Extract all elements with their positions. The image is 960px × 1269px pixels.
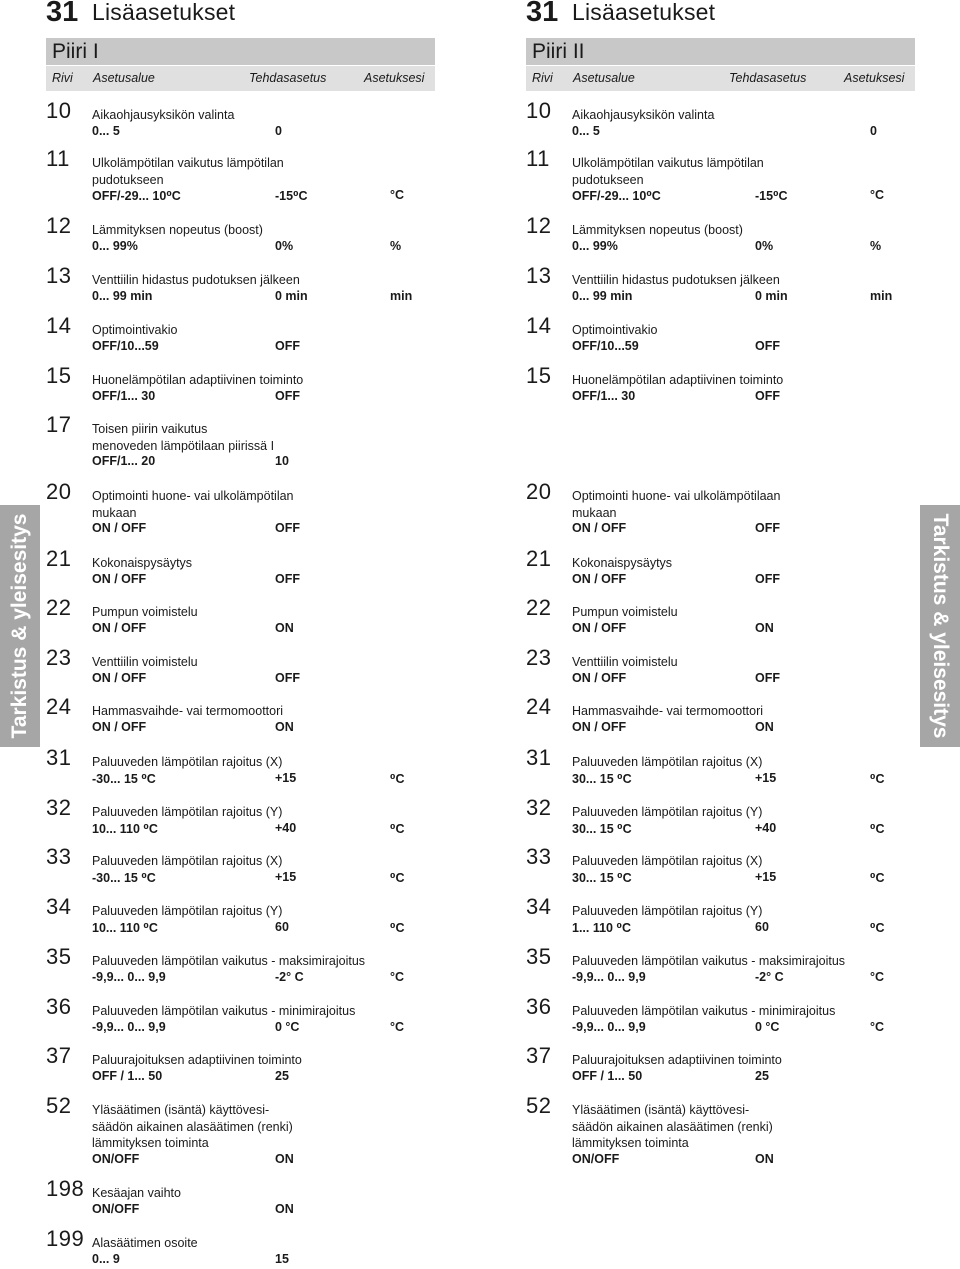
setting-description	[572, 1102, 773, 1152]
factory-setting: ON	[755, 620, 774, 635]
setting-description	[92, 1052, 302, 1069]
setting-range: OFF / 1... 50	[92, 1068, 163, 1083]
section-heading: Lisäasetukset	[92, 0, 236, 25]
your-setting-unit: ⁰C	[870, 920, 885, 935]
description-line: Paluuveden lämpötilan rajoitus (X)	[92, 854, 283, 868]
row-number: 24	[46, 694, 72, 719]
factory-setting: 60	[755, 919, 769, 934]
row-number: 32	[46, 795, 72, 820]
factory-setting: 10	[275, 454, 289, 468]
description-line: Paluuveden lämpötilan rajoitus (X)	[572, 854, 763, 868]
row-number: 21	[526, 546, 552, 571]
setting-range: -9,9... 0... 9,9	[572, 1019, 646, 1034]
setting-range: -30... 15 ⁰C	[92, 771, 156, 786]
description-line: Paluuveden lämpötilan vaikutus - minimirajoitus	[572, 1004, 836, 1018]
setting-description	[92, 703, 283, 720]
description-line: lämmityksen toiminta	[92, 1136, 209, 1150]
setting-values	[92, 521, 432, 538]
description-line: Optimointi huone- vai ulkolämpötilaan	[572, 489, 781, 503]
description-line: pudotukseen	[92, 172, 164, 187]
row-number: 35	[46, 944, 72, 969]
setting-values	[572, 621, 912, 638]
row-number: 14	[46, 313, 72, 338]
setting-values	[92, 572, 432, 589]
factory-setting: OFF	[275, 670, 300, 685]
description-line: Kesäajan vaihto	[92, 1186, 181, 1200]
header-asetusalue: Asetusalue	[573, 71, 635, 85]
description-line: Venttiilin hidastus pudotuksen jälkeen	[572, 273, 780, 287]
factory-setting: OFF	[755, 670, 780, 685]
setting-range: OFF/-29... 10⁰C	[92, 189, 181, 203]
your-setting-unit: °C	[390, 969, 405, 984]
circuit-label: Piiri II	[526, 38, 915, 65]
setting-description	[92, 421, 274, 454]
setting-range: ON / OFF	[92, 521, 147, 535]
setting-range: OFF/1... 30	[92, 388, 156, 403]
description-line: Paluurajoituksen adaptiivinen toiminto	[572, 1053, 782, 1067]
setting-values	[572, 339, 912, 356]
header-rivi: Rivi	[532, 71, 553, 85]
your-setting-unit: ⁰C	[390, 771, 405, 786]
setting-range: -30... 15 ⁰C	[92, 870, 156, 885]
factory-setting: OFF	[275, 521, 300, 535]
factory-setting: +15	[755, 770, 777, 785]
factory-setting: ON	[275, 1201, 294, 1216]
setting-description	[572, 155, 764, 188]
setting-values	[572, 239, 912, 256]
description-line: Aikaohjausyksikön valinta	[572, 108, 715, 122]
setting-range: 0... 99 min	[92, 288, 153, 303]
setting-range: -9,9... 0... 9,9	[92, 969, 166, 984]
setting-values	[572, 124, 912, 141]
setting-values	[572, 720, 912, 737]
section-heading: Lisäasetukset	[572, 0, 716, 25]
description-line: mukaan	[572, 505, 617, 520]
row-number: 11	[46, 146, 70, 171]
section-title	[526, 0, 916, 34]
setting-values	[92, 124, 432, 141]
factory-setting: 25	[275, 1068, 289, 1083]
setting-description	[92, 853, 282, 870]
setting-values	[572, 289, 912, 306]
row-number: 10	[46, 98, 72, 123]
setting-description	[572, 372, 783, 389]
factory-setting: +40	[755, 820, 777, 835]
factory-setting: 0 °C	[275, 1019, 300, 1034]
setting-range: 30... 15 ⁰C	[572, 821, 632, 836]
description-line: Optimointi huone- vai ulkolämpötilan	[92, 489, 294, 503]
setting-range: ON / OFF	[572, 571, 627, 586]
description-line: Lämmityksen nopeutus (boost)	[572, 223, 743, 237]
setting-values	[572, 821, 912, 838]
description-line: Optimointivakio	[572, 323, 658, 337]
setting-values	[92, 239, 432, 256]
row-number: 35	[526, 944, 552, 969]
description-line: Paluuveden lämpötilan rajoitus (X)	[572, 755, 763, 769]
setting-description	[92, 903, 282, 920]
description-line: Hammasvaihde- vai termomoottori	[572, 704, 764, 718]
setting-values	[572, 188, 912, 205]
factory-setting: -15⁰C	[275, 189, 308, 203]
column-circuit-1	[46, 0, 446, 1265]
header-asetuksesi: Asetuksesi	[364, 71, 425, 85]
description-line: Paluuveden lämpötilan vaikutus - maksimirajoitus	[92, 954, 366, 968]
row-number: 37	[526, 1043, 552, 1068]
description-line: Kokonaispysäytys	[572, 556, 673, 570]
factory-setting: 0%	[275, 238, 294, 253]
description-line: Kokonaispysäytys	[92, 556, 193, 570]
setting-values	[92, 1202, 432, 1219]
setting-values	[572, 671, 912, 688]
row-number: 199	[46, 1226, 85, 1251]
setting-values	[92, 1020, 432, 1037]
setting-range: 30... 15 ⁰C	[572, 771, 632, 786]
setting-values	[572, 521, 912, 538]
your-setting-unit: ⁰C	[870, 771, 885, 786]
setting-description	[92, 272, 300, 289]
row-number: 17	[46, 412, 72, 437]
setting-values	[572, 1069, 912, 1086]
factory-setting: +15	[755, 869, 777, 884]
setting-description	[92, 555, 192, 572]
factory-setting: OFF	[275, 338, 300, 353]
setting-description	[572, 488, 780, 521]
setting-description	[572, 853, 762, 870]
setting-description	[92, 804, 282, 821]
setting-description	[572, 107, 714, 124]
description-line: Ulkolämpötilan vaikutus lämpötilan	[92, 156, 284, 170]
row-number: 31	[46, 745, 72, 770]
header-asetuksesi: Asetuksesi	[844, 71, 905, 85]
row-number: 33	[526, 844, 552, 869]
description-line: Pumpun voimistelu	[572, 605, 678, 619]
row-number: 24	[526, 694, 552, 719]
factory-setting: 0 min	[755, 288, 788, 303]
setting-description	[92, 1235, 198, 1252]
setting-range: 10... 110 ⁰C	[92, 920, 158, 935]
section-number: 31	[46, 0, 79, 28]
row-number: 36	[526, 994, 552, 1019]
your-setting-unit: °C	[390, 188, 405, 202]
description-line: Alasäätimen osoite	[92, 1236, 198, 1250]
setting-values	[92, 289, 432, 306]
row-number: 15	[526, 363, 552, 388]
setting-values	[92, 1152, 432, 1169]
setting-values	[92, 621, 432, 638]
setting-values	[92, 1069, 432, 1086]
row-number: 11	[526, 146, 550, 171]
factory-setting: OFF	[755, 338, 780, 353]
description-line: Paluuveden lämpötilan rajoitus (X)	[92, 755, 283, 769]
setting-range: ON/OFF	[572, 1151, 620, 1166]
setting-range: ON / OFF	[572, 719, 627, 734]
factory-setting: ON	[275, 1151, 294, 1166]
setting-range: OFF/10...59	[92, 338, 159, 353]
setting-description	[572, 1003, 835, 1020]
factory-setting: 60	[275, 919, 289, 934]
row-number: 32	[526, 795, 552, 820]
setting-range: ON / OFF	[92, 620, 147, 635]
setting-range: ON / OFF	[92, 719, 147, 734]
your-setting-unit: °C	[870, 188, 885, 202]
setting-values	[92, 821, 432, 838]
setting-range: OFF/1... 20	[92, 454, 156, 468]
row-number: 22	[526, 595, 552, 620]
setting-values	[572, 1020, 912, 1037]
setting-range: 0... 5	[572, 123, 600, 138]
description-line: Paluuveden lämpötilan vaikutus - minimirajoitus	[92, 1004, 356, 1018]
factory-setting: OFF	[755, 388, 780, 403]
row-number: 22	[46, 595, 72, 620]
description-line: Venttiilin voimistelu	[572, 655, 678, 669]
factory-setting: ON	[755, 1151, 774, 1166]
your-setting-unit: ⁰C	[390, 821, 405, 836]
setting-range: ON/OFF	[92, 1201, 140, 1216]
factory-setting: +40	[275, 820, 297, 835]
factory-setting: 25	[755, 1068, 769, 1083]
setting-range: 10... 110 ⁰C	[92, 821, 158, 836]
setting-values	[92, 720, 432, 737]
factory-setting: 0	[275, 123, 282, 138]
setting-values	[92, 454, 432, 471]
setting-description	[92, 953, 365, 970]
setting-description	[572, 903, 762, 920]
circuit-label: Piiri I	[46, 38, 435, 65]
setting-range: OFF/10...59	[572, 338, 639, 353]
your-setting-unit: %	[390, 238, 402, 253]
factory-setting: 0 °C	[755, 1019, 780, 1034]
row-number: 33	[46, 844, 72, 869]
setting-values	[572, 1152, 912, 1169]
setting-range: ON / OFF	[92, 571, 147, 586]
setting-description	[572, 953, 845, 970]
description-line: Hammasvaihde- vai termomoottori	[92, 704, 284, 718]
setting-range: 1... 110 ⁰C	[572, 920, 631, 935]
row-number: 34	[46, 894, 72, 919]
factory-setting: ON	[755, 719, 774, 734]
setting-range: OFF / 1... 50	[572, 1068, 643, 1083]
row-number: 12	[46, 213, 72, 238]
row-number: 31	[526, 745, 552, 770]
setting-description	[92, 155, 284, 188]
header-asetusalue: Asetusalue	[93, 71, 155, 85]
setting-values	[572, 920, 912, 937]
setting-description	[92, 488, 294, 521]
your-setting-unit: ⁰C	[870, 821, 885, 836]
factory-setting: +15	[275, 869, 297, 884]
description-line: Paluuveden lämpötilan rajoitus (Y)	[92, 904, 283, 918]
row-number: 52	[526, 1093, 552, 1118]
setting-description	[572, 272, 780, 289]
row-number: 14	[526, 313, 552, 338]
setting-description	[92, 604, 198, 621]
row-number: 36	[46, 994, 72, 1019]
setting-values	[92, 389, 432, 406]
factory-setting: -2° C	[275, 969, 304, 984]
row-number: 21	[46, 546, 72, 571]
setting-values	[92, 870, 432, 887]
your-setting-unit: ⁰C	[870, 870, 885, 885]
row-number: 52	[46, 1093, 72, 1118]
your-setting-unit: min	[870, 288, 893, 303]
header-tehdasasetus: Tehdasasetus	[729, 71, 807, 85]
factory-setting: 15	[275, 1251, 289, 1266]
setting-description	[92, 754, 282, 771]
factory-setting: OFF	[755, 571, 780, 586]
header-tehdasasetus: Tehdasasetus	[249, 71, 327, 85]
description-line: Pumpun voimistelu	[92, 605, 198, 619]
description-line: pudotukseen	[572, 172, 644, 187]
setting-range: 30... 15 ⁰C	[572, 870, 632, 885]
row-number: 10	[526, 98, 552, 123]
setting-range: ON / OFF	[572, 670, 627, 685]
setting-description	[92, 372, 303, 389]
factory-setting: ON	[275, 620, 294, 635]
setting-values	[572, 771, 912, 788]
description-line: säädön aikainen alasäätimen (renki)	[572, 1119, 773, 1134]
setting-values	[572, 572, 912, 589]
setting-range: OFF/1... 30	[572, 388, 636, 403]
setting-range: ON / OFF	[92, 670, 147, 685]
setting-values	[92, 970, 432, 987]
row-number: 15	[46, 363, 72, 388]
setting-description	[572, 1052, 782, 1069]
setting-range: 0... 5	[92, 123, 120, 138]
setting-description	[92, 1102, 293, 1152]
side-tab-left	[0, 505, 40, 747]
your-setting-unit: °C	[870, 969, 885, 984]
your-setting-unit: ⁰C	[390, 870, 405, 885]
your-setting-unit: %	[870, 238, 882, 253]
row-number: 20	[526, 479, 552, 504]
your-setting-unit: °C	[390, 1019, 405, 1034]
setting-range: ON / OFF	[572, 521, 627, 535]
setting-values	[92, 188, 432, 205]
description-line: menoveden lämpötilaan piirissä I	[92, 438, 275, 453]
factory-setting: 0 min	[275, 288, 308, 303]
section-number: 31	[526, 0, 559, 28]
description-line: Yläsäätimen (isäntä) käyttövesi-	[92, 1103, 270, 1117]
factory-setting: +15	[275, 770, 297, 785]
description-line: Paluuveden lämpötilan rajoitus (Y)	[572, 904, 763, 918]
setting-values	[572, 870, 912, 887]
description-line: mukaan	[92, 505, 137, 520]
row-number: 13	[526, 263, 552, 288]
setting-description	[572, 604, 678, 621]
side-tab-right	[920, 505, 960, 747]
setting-description	[92, 1185, 181, 1202]
description-line: Lämmityksen nopeutus (boost)	[92, 223, 263, 237]
description-line: Yläsäätimen (isäntä) käyttövesi-	[572, 1103, 750, 1117]
factory-setting: 0%	[755, 238, 774, 253]
description-line: Toisen piirin vaikutus	[92, 422, 208, 436]
row-number: 23	[526, 645, 552, 670]
setting-description	[92, 654, 198, 671]
side-tab-label: Tarkistus & yleisesitys	[8, 513, 31, 739]
setting-description	[92, 222, 263, 239]
row-number: 13	[46, 263, 72, 288]
description-line: Venttiilin hidastus pudotuksen jälkeen	[92, 273, 300, 287]
your-setting-unit: 0	[870, 123, 877, 138]
setting-description	[572, 754, 762, 771]
description-line: Huonelämpötilan adaptiivinen toiminto	[572, 373, 784, 387]
setting-description	[572, 703, 763, 720]
description-line: säädön aikainen alasäätimen (renki)	[92, 1119, 293, 1134]
description-line: Aikaohjausyksikön valinta	[92, 108, 235, 122]
row-number: 34	[526, 894, 552, 919]
description-line: Optimointivakio	[92, 323, 178, 337]
setting-description	[92, 1003, 355, 1020]
description-line: lämmityksen toiminta	[572, 1136, 689, 1150]
description-line: Paluurajoituksen adaptiivinen toiminto	[92, 1053, 302, 1067]
setting-values	[92, 1252, 432, 1269]
setting-range: ON/OFF	[92, 1151, 140, 1166]
setting-description	[572, 654, 678, 671]
setting-description	[572, 322, 657, 339]
setting-description	[572, 222, 743, 239]
description-line: Paluuveden lämpötilan rajoitus (Y)	[572, 805, 763, 819]
setting-values	[92, 771, 432, 788]
setting-range: -9,9... 0... 9,9	[92, 1019, 166, 1034]
setting-values	[572, 970, 912, 987]
setting-description	[92, 107, 234, 124]
row-number: 20	[46, 479, 72, 504]
setting-description	[92, 322, 177, 339]
row-number: 23	[46, 645, 72, 670]
factory-setting: ON	[275, 719, 294, 734]
description-line: Huonelämpötilan adaptiivinen toiminto	[92, 373, 304, 387]
setting-range: 0... 99 min	[572, 288, 633, 303]
setting-range: 0... 99%	[572, 238, 618, 253]
setting-range: 0... 99%	[92, 238, 138, 253]
row-number: 12	[526, 213, 552, 238]
header-rivi: Rivi	[52, 71, 73, 85]
description-line: Paluuveden lämpötilan rajoitus (Y)	[92, 805, 283, 819]
setting-range: ON / OFF	[572, 620, 627, 635]
setting-range: -9,9... 0... 9,9	[572, 969, 646, 984]
description-line: Venttiilin voimistelu	[92, 655, 198, 669]
setting-description	[572, 804, 762, 821]
table-header	[46, 66, 435, 91]
your-setting-unit: ⁰C	[390, 920, 405, 935]
setting-range: 0... 9	[92, 1251, 120, 1266]
setting-values	[92, 920, 432, 937]
factory-setting: -2° C	[755, 969, 784, 984]
setting-description	[572, 555, 672, 572]
your-setting-unit: min	[390, 288, 413, 303]
row-number: 37	[46, 1043, 72, 1068]
section-title	[46, 0, 436, 34]
description-line: Ulkolämpötilan vaikutus lämpötilan	[572, 156, 764, 170]
column-circuit-2	[526, 0, 926, 1265]
factory-setting: -15⁰C	[755, 189, 788, 203]
table-header	[526, 66, 915, 91]
factory-setting: OFF	[275, 388, 300, 403]
factory-setting: OFF	[755, 521, 780, 535]
setting-range: OFF/-29... 10⁰C	[572, 189, 661, 203]
description-line: Paluuveden lämpötilan vaikutus - maksimirajoitus	[572, 954, 846, 968]
side-tab-label: Tarkistus & yleisesitys	[929, 513, 952, 739]
setting-values	[92, 671, 432, 688]
factory-setting: OFF	[275, 571, 300, 586]
row-number: 198	[46, 1176, 85, 1201]
setting-values	[92, 339, 432, 356]
your-setting-unit: °C	[870, 1019, 885, 1034]
setting-values	[572, 389, 912, 406]
